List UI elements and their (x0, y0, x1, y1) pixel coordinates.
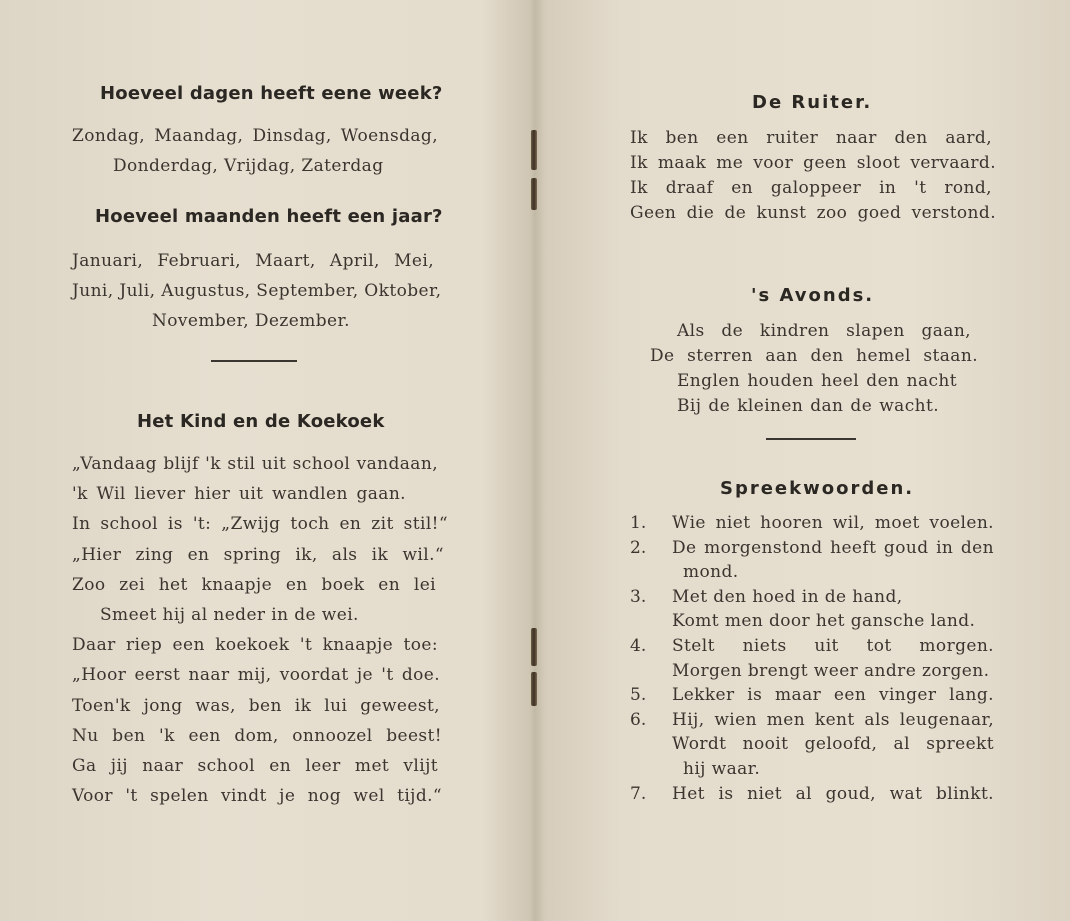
avonds-title: 's Avonds. (751, 285, 875, 306)
proverb-number: 4. (630, 636, 647, 656)
proverb-line: Lekker is maar een vinger lang. (672, 685, 994, 706)
week-line: Donderdag, Vrijdag, Zaterdag (113, 156, 384, 176)
divider-rule (211, 360, 297, 362)
proverb-line: Het is niet al goud, wat blinkt. (672, 783, 994, 804)
proverb-number: 3. (630, 586, 647, 607)
staple (531, 672, 537, 706)
staple (531, 130, 537, 170)
poem-line: Daar riep een koekoek 't knaapje toe: (72, 635, 438, 656)
left-page (0, 0, 530, 921)
poem-line: „Hoor eerst naar mij, voordat je 't doe. (72, 665, 440, 686)
year-line: Januari, Februari, Maart, April, Mei, (72, 251, 434, 271)
week-line: Zondag, Maandag, Dinsdag, Woensdag, (72, 126, 438, 146)
staple (531, 628, 537, 666)
avonds-line: De sterren aan den hemel staan. (650, 346, 978, 366)
avonds-line: Als de kindren slapen gaan, (677, 321, 971, 341)
proverb-number: 5. (630, 685, 647, 706)
poem-title: Het Kind en de Koekoek (137, 411, 385, 432)
ruiter-line: Ik draaf en galoppeer in 't rond, (630, 178, 992, 198)
proverb-line: Met den hoed in de hand, (672, 586, 903, 607)
staple (531, 178, 537, 210)
proverb-number: 7. (630, 783, 647, 804)
year-line: Juni, Juli, Augustus, September, Oktober, (72, 281, 442, 301)
year-line: November, Dezember. (152, 311, 350, 331)
poem-line: „Hier zing en spring ik, als ik wil.“ (72, 544, 444, 565)
avonds-line: Bij de kleinen dan de wacht. (677, 396, 939, 416)
proverb-line: Wie niet hooren wil, moet voelen. (672, 513, 994, 533)
proverb-line: De morgenstond heeft goud in den (672, 537, 994, 558)
poem-line: Smeet hij al neder in de wei. (100, 605, 359, 625)
year-heading: Hoeveel maanden heeft een jaar? (95, 206, 443, 227)
ruiter-line: Ik ben een ruiter naar den aard, (630, 128, 992, 148)
proverb-line: hij waar. (683, 759, 761, 779)
ruiter-line: Geen die de kunst zoo goed verstond. (630, 203, 996, 223)
ruiter-title: De Ruiter. (752, 92, 873, 113)
poem-line: Zoo zei het knaapje en boek en lei (72, 574, 436, 595)
poem-line: Toen'k jong was, ben ik lui geweest, (72, 695, 440, 716)
proverb-line: Hij, wien men kent als leugenaar, (672, 709, 994, 730)
proverb-line: Wordt nooit geloofd, al spreekt (672, 734, 994, 755)
poem-line: Voor 't spelen vindt je nog wel tijd.“ (72, 786, 442, 807)
poem-line: Ga jij naar school en leer met vlijt (72, 756, 438, 776)
poem-line: In school is 't: „Zwijg toch en zit stil!“ (72, 514, 448, 535)
divider-rule (766, 438, 856, 440)
poem-line: 'k Wil liever hier uit wandlen gaan. (72, 484, 406, 505)
proverb-line: mond. (683, 562, 739, 583)
proverb-number: 2. (630, 537, 647, 558)
ruiter-line: Ik maak me voor geen sloot vervaard. (630, 153, 996, 173)
proverb-line: Stelt niets uit tot morgen. (672, 636, 994, 656)
poem-line: Nu ben 'k een dom, onnoozel beest! (72, 725, 442, 746)
avonds-line: Englen houden heel den nacht (677, 371, 957, 391)
poem-line: „Vandaag blijf 'k stil uit school vandaan, (72, 454, 438, 474)
spreek-title: Spreekwoorden. (720, 478, 915, 499)
proverb-line: Komt men door het gansche land. (672, 611, 976, 632)
proverb-number: 1. (630, 513, 647, 533)
proverb-number: 6. (630, 709, 647, 730)
right-page (540, 0, 1070, 921)
week-heading: Hoeveel dagen heeft eene week? (100, 83, 443, 104)
proverb-line: Morgen brengt weer andre zorgen. (672, 660, 990, 681)
